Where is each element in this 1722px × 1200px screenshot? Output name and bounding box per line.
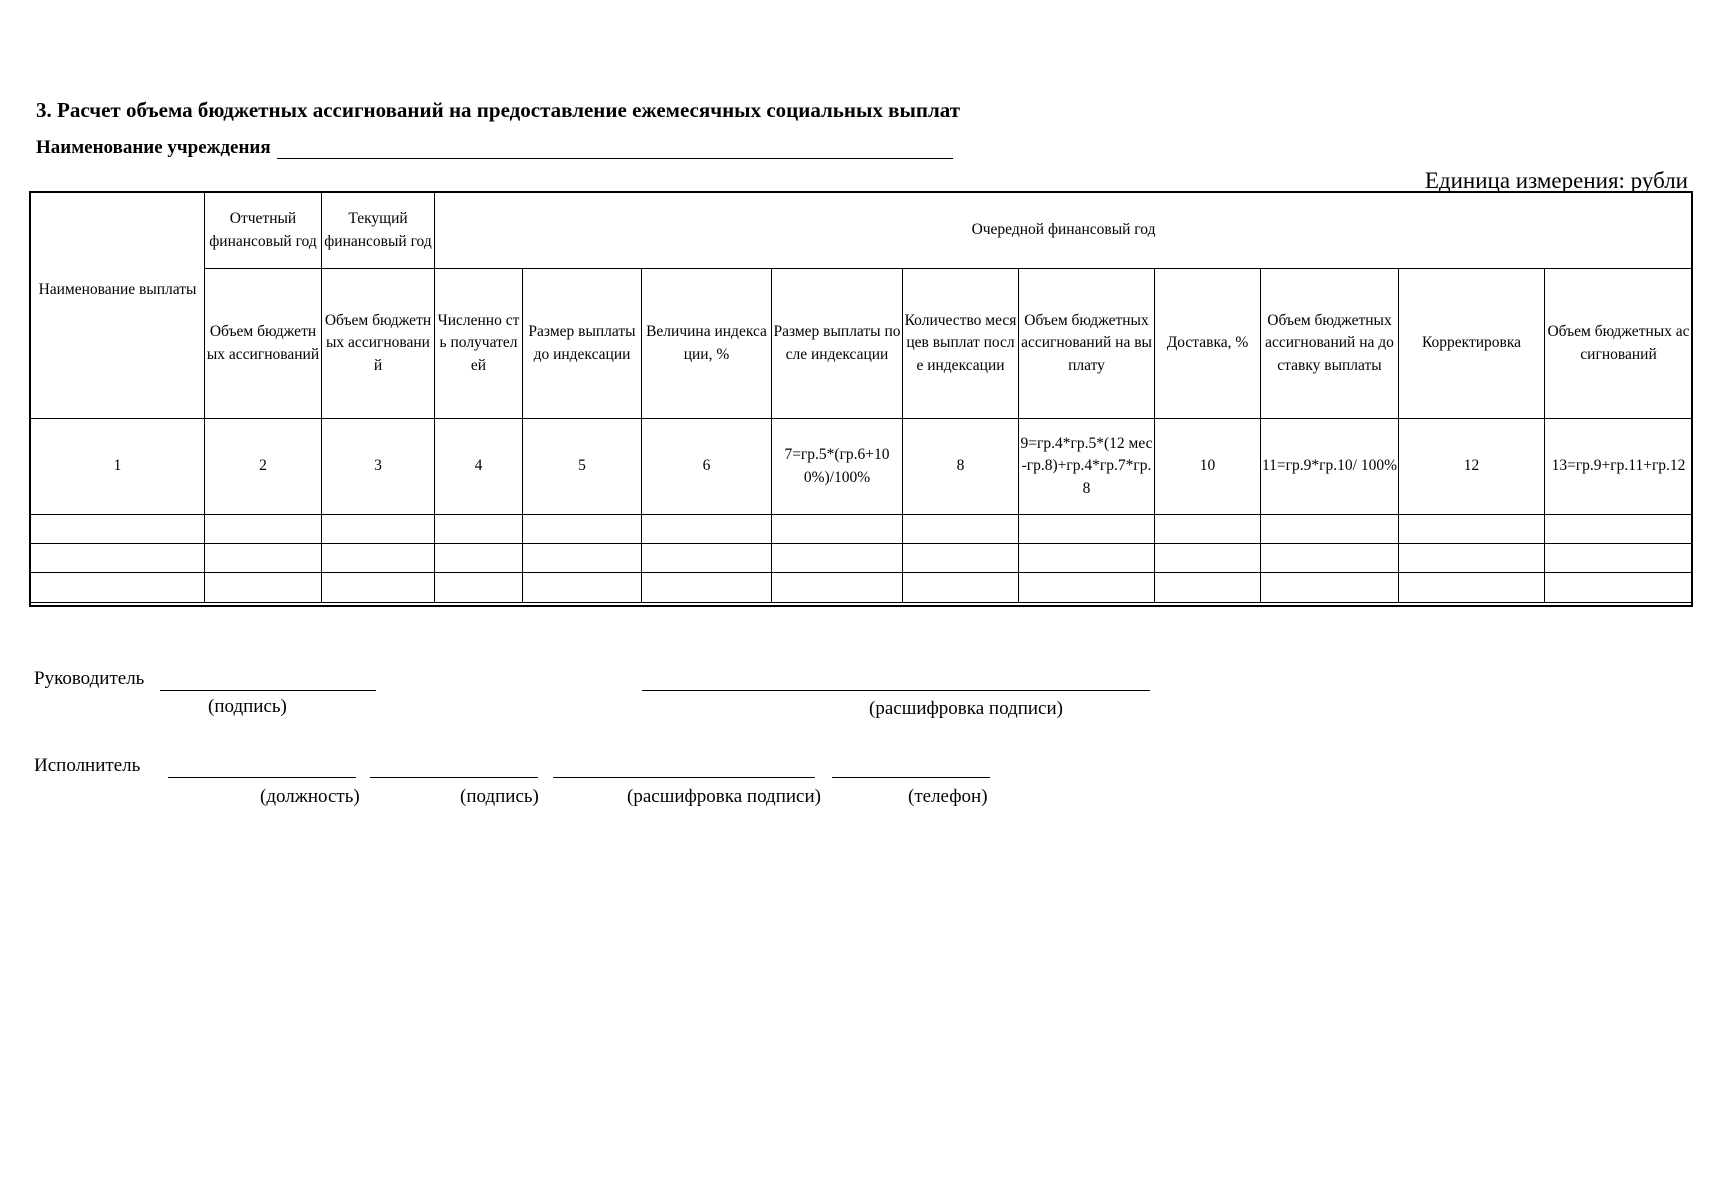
header-reporting-year: Отчетный финансовый год: [205, 193, 322, 269]
table-cell[interactable]: [1155, 573, 1261, 603]
column-header: Доставка, %: [1155, 269, 1261, 419]
executor-label: Исполнитель: [34, 755, 141, 776]
table-row: [31, 544, 1693, 573]
table-cell[interactable]: [31, 573, 205, 603]
column-header: Величина индексации, %: [642, 269, 772, 419]
column-formula: 9=гр.4*гр.5*(12 мес-гр.8)+гр.4*гр.7*гр.8: [1019, 419, 1155, 515]
table-group-header-row: [31, 193, 1693, 269]
header-payment-name: Наименование выплаты: [31, 193, 205, 419]
table-cell[interactable]: [1545, 544, 1693, 573]
table-cell[interactable]: [903, 573, 1019, 603]
table-cell[interactable]: [322, 515, 435, 544]
head-signature-caption: (подпись): [208, 696, 287, 717]
table-row: [31, 573, 1693, 603]
column-number: 1: [31, 419, 205, 515]
table-cell[interactable]: [435, 573, 523, 603]
header-current-year: Текущий финансовый год: [322, 193, 435, 269]
table-cell[interactable]: [642, 544, 772, 573]
table-cell[interactable]: [322, 573, 435, 603]
column-header: Численно сть получател ей: [435, 269, 523, 419]
column-number: 8: [903, 419, 1019, 515]
institution-label: Наименование учреждения: [36, 137, 271, 158]
table-cell[interactable]: [903, 515, 1019, 544]
table-cell[interactable]: [1019, 573, 1155, 603]
table-cell[interactable]: [1155, 544, 1261, 573]
column-formula: 11=гр.9*гр.10/ 100%: [1261, 419, 1399, 515]
table-cell[interactable]: [1545, 573, 1693, 603]
head-signature-line[interactable]: [160, 690, 376, 691]
unit-of-measure: Единица измерения: рубли: [1424, 168, 1688, 193]
appropriations-table: [30, 192, 1693, 603]
table-cell[interactable]: [205, 573, 322, 603]
table-cell[interactable]: [1261, 515, 1399, 544]
column-number: 2: [205, 419, 322, 515]
table-cell[interactable]: [435, 544, 523, 573]
table-cell[interactable]: [523, 515, 642, 544]
institution-field: [36, 136, 953, 159]
table-cell[interactable]: [642, 573, 772, 603]
table-cell[interactable]: [1399, 573, 1545, 603]
institution-input-line[interactable]: [277, 136, 953, 159]
table-cell[interactable]: [31, 544, 205, 573]
executor-phone-line[interactable]: [832, 777, 990, 778]
column-header: Объем бюджетных ассигновани й: [322, 269, 435, 419]
document-title: 3. Расчет объема бюджетных ассигнований на предоставление ежемесячных социальных выплат: [36, 98, 961, 122]
table-cell[interactable]: [205, 515, 322, 544]
executor-signature-line[interactable]: [370, 777, 538, 778]
executor-decode-caption: (расшифровка подписи): [627, 786, 821, 807]
column-number: 3: [322, 419, 435, 515]
executor-name-line[interactable]: [553, 777, 815, 778]
table-cell[interactable]: [523, 573, 642, 603]
column-number: 4: [435, 419, 523, 515]
column-formula: 7=гр.5*(гр.6+100%)/100%: [772, 419, 903, 515]
table-cell[interactable]: [31, 515, 205, 544]
head-decode-caption: (расшифровка подписи): [869, 698, 1063, 719]
column-number: 5: [523, 419, 642, 515]
head-label: Руководитель: [34, 668, 145, 689]
column-header: Размер выплаты после индексации: [772, 269, 903, 419]
table-cell[interactable]: [1019, 515, 1155, 544]
column-number: 10: [1155, 419, 1261, 515]
table-cell[interactable]: [1155, 515, 1261, 544]
column-header: Объем бюджетных ассигнований: [205, 269, 322, 419]
column-header: Количество месяцев выплат после индексации: [903, 269, 1019, 419]
column-header: Объем бюджетных ассигнований на выплату: [1019, 269, 1155, 419]
table-cell[interactable]: [1261, 573, 1399, 603]
table-cell[interactable]: [772, 573, 903, 603]
column-header: Корректировка: [1399, 269, 1545, 419]
column-number-row: [31, 419, 1693, 515]
table-column-header-row: [31, 269, 1693, 419]
table-cell[interactable]: [772, 515, 903, 544]
executor-signature-caption: (подпись): [460, 786, 539, 807]
table-cell[interactable]: [435, 515, 523, 544]
executor-phone-caption: (телефон): [908, 786, 988, 807]
table-cell[interactable]: [205, 544, 322, 573]
table-cell[interactable]: [642, 515, 772, 544]
column-number: 6: [642, 419, 772, 515]
table-cell[interactable]: [1545, 515, 1693, 544]
header-next-year: Очередной финансовый год: [435, 193, 1693, 269]
table-cell[interactable]: [1019, 544, 1155, 573]
table-row: [31, 515, 1693, 544]
table-cell[interactable]: [772, 544, 903, 573]
table-cell[interactable]: [322, 544, 435, 573]
table-cell[interactable]: [1399, 515, 1545, 544]
column-header: Объем бюджетных ассигнований: [1545, 269, 1693, 419]
table-cell[interactable]: [1399, 544, 1545, 573]
column-number: 12: [1399, 419, 1545, 515]
table-cell[interactable]: [1261, 544, 1399, 573]
head-name-line[interactable]: [642, 690, 1150, 691]
column-header: Размер выплаты до индексации: [523, 269, 642, 419]
table-cell[interactable]: [523, 544, 642, 573]
column-header: Объем бюджетных ассигнований на доставку выплаты: [1261, 269, 1399, 419]
executor-position-caption: (должность): [260, 786, 360, 807]
column-formula: 13=гр.9+гр.11+гр.12: [1545, 419, 1693, 515]
executor-position-line[interactable]: [168, 777, 356, 778]
table-cell[interactable]: [903, 544, 1019, 573]
